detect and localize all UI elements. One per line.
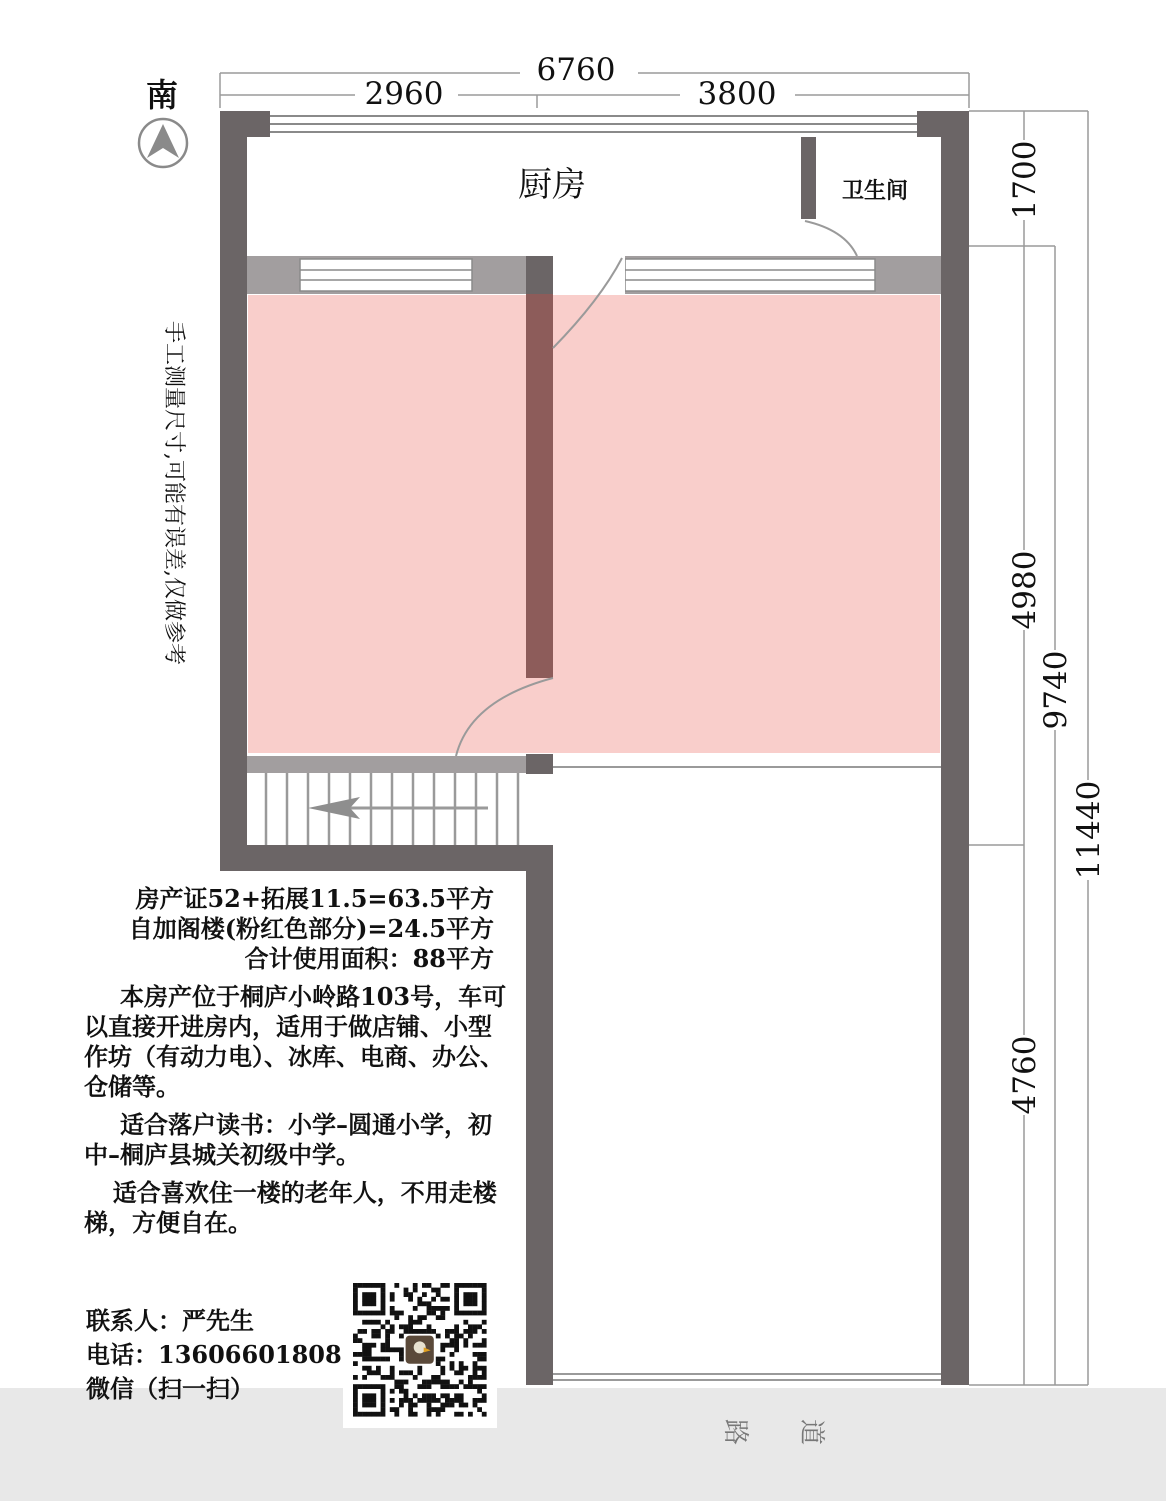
top-post (526, 256, 553, 294)
compass-label: 南 (145, 76, 179, 114)
contact-info (86, 1304, 342, 1406)
info-line-1: 房产证52+拓展11.5=63.5平方 (135, 884, 494, 913)
north-arrow-icon (139, 119, 187, 167)
dim-total-width: 6760 (536, 52, 616, 88)
info-para-3: 适合喜欢住一楼的老年人，不用走楼梯，方便自在。 (84, 1178, 497, 1237)
dim-depth-9740: 9740 (1038, 650, 1074, 730)
dim-kitchen-depth: 1700 (1007, 140, 1043, 220)
loft-area (247, 294, 941, 754)
wall-right (941, 111, 969, 1385)
contact-person: 联系人：严先生 (86, 1306, 254, 1335)
room-kitchen: 厨房 (518, 165, 586, 205)
window-sash-left (300, 259, 472, 291)
info-line-3: 合计使用面积：88平方 (244, 944, 494, 973)
info-line-2: 自加阁楼(粉红色部分)=24.5平方 (128, 914, 494, 943)
road-char-2: 道 (796, 1418, 826, 1446)
dim-lower-depth: 4760 (1007, 1035, 1043, 1115)
road-char-1: 路 (720, 1418, 750, 1446)
stair-landing (247, 756, 526, 773)
bathroom-wall (801, 137, 816, 219)
stair-post (526, 754, 553, 774)
contact-phone: 电话：13606601808 (86, 1340, 342, 1369)
contact-wechat: 微信（扫一扫） (86, 1374, 254, 1403)
top-window (270, 116, 917, 132)
wall-left (220, 111, 247, 871)
wall-step-bottom (220, 845, 553, 871)
info-para-2: 适合落户读书：小学–圆通小学，初中–桐庐县城关初级中学。 (84, 1110, 492, 1169)
wechat-qr-code[interactable] (343, 1275, 497, 1428)
wall-step-right (526, 845, 553, 1385)
stair-arrow-icon (308, 797, 488, 819)
room-bathroom: 卫生间 (841, 178, 909, 204)
info-para-1: 本房产位于桐庐小岭路103号，车可以直接开进房内，适用于做店铺、小型作坊（有动力电）、冰库、电商、办公、仓储等。 (84, 982, 507, 1101)
dimension-lines-right (969, 111, 1088, 1385)
window-sash-right (625, 259, 875, 291)
qr-code-icon (343, 1275, 497, 1428)
dim-left-width: 2960 (364, 76, 444, 112)
loft-partition (526, 294, 553, 678)
bottom-opening (553, 1374, 941, 1380)
dim-right-width: 3800 (697, 76, 777, 112)
measurement-note: 手工测量尺寸,可能有误差,仅做参考 (161, 321, 186, 665)
property-info (84, 884, 514, 1238)
dim-loft-depth: 4980 (1007, 550, 1043, 630)
dim-total-depth: 11440 (1071, 780, 1107, 880)
